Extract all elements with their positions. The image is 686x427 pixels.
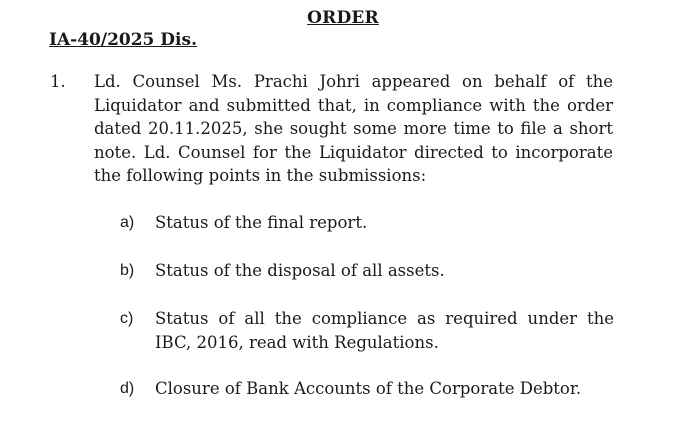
list-item-text: Closure of Bank Accounts of the Corporate Debtor. <box>155 379 582 398</box>
case-number: IA-40/2025 Dis. <box>49 30 197 50</box>
page-title: ORDER <box>307 8 379 28</box>
paragraph-number: 1. <box>50 72 66 91</box>
list-item-text: Status of the final report. <box>155 213 368 232</box>
list-item-letter: d) <box>120 380 135 397</box>
list-item-text: Status of the disposal of all assets. <box>155 261 445 280</box>
list-item-letter: c) <box>120 310 134 327</box>
list-item-text: Status of all the compliance as required under the IBC, 2016, read with Regulations. <box>155 309 614 352</box>
paragraph-text: Ld. Counsel Ms. Prachi Johri appeared on behalf of the Liquidator and submitted that, in compliance with the order dated 20.11.2025, she sought some more time to file a short note. Ld. Counsel for the Liquidator directed to incorporate the following points in the submissions: <box>94 72 613 185</box>
list-item-letter: b) <box>120 262 135 279</box>
list-item-letter: a) <box>120 214 135 231</box>
